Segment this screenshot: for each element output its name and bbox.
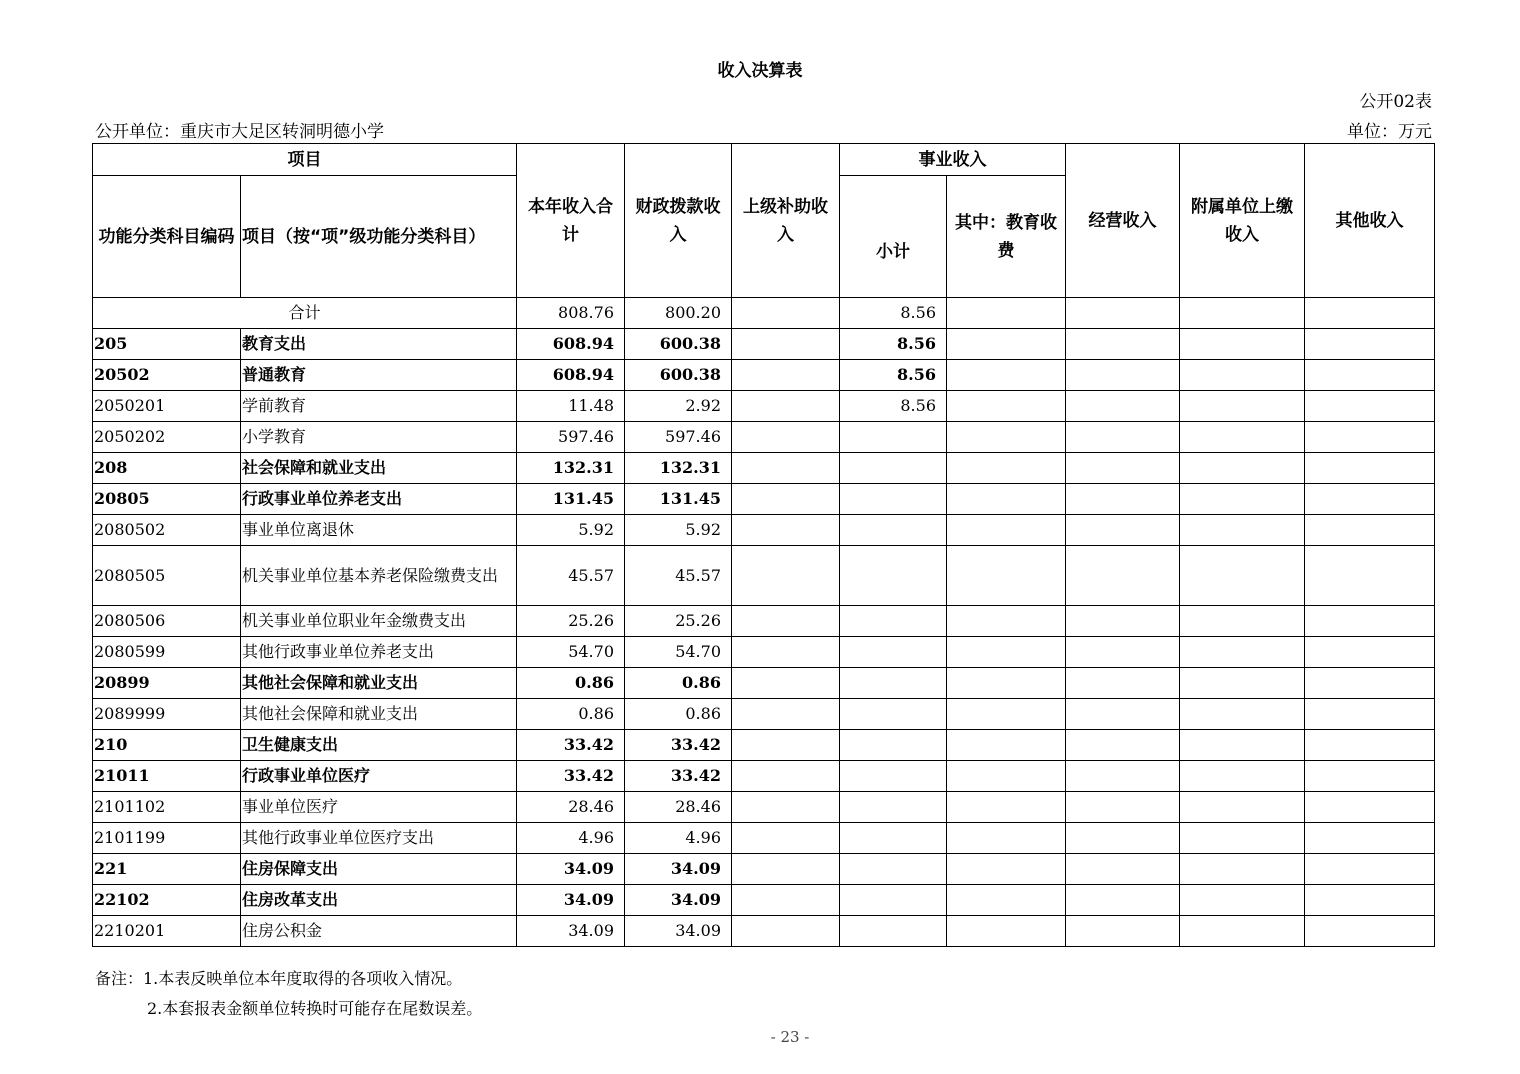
row-name: 住房保障支出 xyxy=(241,854,517,885)
row-code: 20502 xyxy=(93,360,241,391)
table-row xyxy=(93,422,1435,453)
row-name: 住房公积金 xyxy=(241,916,517,947)
row-edu-fee xyxy=(947,453,1066,484)
row-code: 2080599 xyxy=(93,637,241,668)
row-name: 事业单位医疗 xyxy=(241,792,517,823)
row-total: 34.09 xyxy=(517,854,625,885)
row-edu-fee xyxy=(947,422,1066,453)
row-operating xyxy=(1066,699,1180,730)
table-row xyxy=(93,699,1435,730)
row-operating xyxy=(1066,854,1180,885)
row-name: 行政事业单位医疗 xyxy=(241,761,517,792)
row-edu-fee xyxy=(947,730,1066,761)
row-operating xyxy=(1066,484,1180,515)
row-fiscal: 33.42 xyxy=(625,730,732,761)
reporting-unit: 公开单位：重庆市大足区转洞明德小学 xyxy=(95,122,384,142)
total-cell-edu-fee xyxy=(947,298,1066,329)
row-edu-fee xyxy=(947,668,1066,699)
row-code: 20899 xyxy=(93,668,241,699)
row-other xyxy=(1305,730,1435,761)
row-subtotal xyxy=(840,761,947,792)
row-edu-fee xyxy=(947,699,1066,730)
row-code: 2210201 xyxy=(93,916,241,947)
row-name: 社会保障和就业支出 xyxy=(241,453,517,484)
row-name: 其他社会保障和就业支出 xyxy=(241,699,517,730)
row-affiliated xyxy=(1180,699,1305,730)
table-row xyxy=(93,668,1435,699)
row-name: 其他行政事业单位医疗支出 xyxy=(241,823,517,854)
row-operating xyxy=(1066,761,1180,792)
row-edu-fee xyxy=(947,391,1066,422)
row-fiscal: 5.92 xyxy=(625,515,732,546)
row-subtotal xyxy=(840,730,947,761)
row-fiscal: 600.38 xyxy=(625,360,732,391)
currency-unit: 单位：万元 xyxy=(1347,122,1432,142)
row-affiliated xyxy=(1180,453,1305,484)
row-total: 5.92 xyxy=(517,515,625,546)
row-total: 28.46 xyxy=(517,792,625,823)
header-fiscal: 财政拨款收入 xyxy=(625,144,732,298)
row-operating xyxy=(1066,730,1180,761)
row-subtotal: 8.56 xyxy=(840,391,947,422)
row-other xyxy=(1305,606,1435,637)
row-fiscal: 45.57 xyxy=(625,546,732,606)
row-other xyxy=(1305,916,1435,947)
row-name: 教育支出 xyxy=(241,329,517,360)
header-edu-fee: 其中：教育收费 xyxy=(947,176,1066,298)
row-superior xyxy=(732,885,840,916)
row-affiliated xyxy=(1180,546,1305,606)
row-subtotal xyxy=(840,546,947,606)
row-total: 33.42 xyxy=(517,730,625,761)
table-row xyxy=(93,391,1435,422)
row-affiliated xyxy=(1180,637,1305,668)
row-affiliated xyxy=(1180,823,1305,854)
row-edu-fee xyxy=(947,360,1066,391)
row-subtotal xyxy=(840,699,947,730)
header-code: 功能分类科目编码 xyxy=(93,176,241,298)
row-subtotal xyxy=(840,637,947,668)
row-total: 34.09 xyxy=(517,916,625,947)
row-superior xyxy=(732,360,840,391)
row-affiliated xyxy=(1180,730,1305,761)
row-total: 608.94 xyxy=(517,360,625,391)
row-operating xyxy=(1066,515,1180,546)
row-superior xyxy=(732,761,840,792)
header-other: 其他收入 xyxy=(1305,144,1435,298)
row-fiscal: 34.09 xyxy=(625,854,732,885)
header-subtotal: 小计 xyxy=(840,176,947,298)
notes xyxy=(95,964,482,1024)
row-code: 210 xyxy=(93,730,241,761)
row-subtotal xyxy=(840,885,947,916)
total-label: 合计 xyxy=(93,298,517,329)
row-superior xyxy=(732,515,840,546)
table-row xyxy=(93,885,1435,916)
row-subtotal xyxy=(840,854,947,885)
row-affiliated xyxy=(1180,916,1305,947)
header-superior: 上级补助收入 xyxy=(732,144,840,298)
row-superior xyxy=(732,606,840,637)
row-superior xyxy=(732,329,840,360)
row-edu-fee xyxy=(947,916,1066,947)
row-edu-fee xyxy=(947,637,1066,668)
row-other xyxy=(1305,885,1435,916)
total-cell-total: 808.76 xyxy=(517,298,625,329)
row-fiscal: 54.70 xyxy=(625,637,732,668)
row-total: 0.86 xyxy=(517,699,625,730)
row-superior xyxy=(732,792,840,823)
row-superior xyxy=(732,453,840,484)
row-affiliated xyxy=(1180,792,1305,823)
row-fiscal: 25.26 xyxy=(625,606,732,637)
row-fiscal: 2.92 xyxy=(625,391,732,422)
row-fiscal: 0.86 xyxy=(625,699,732,730)
row-total: 34.09 xyxy=(517,885,625,916)
row-total: 25.26 xyxy=(517,606,625,637)
row-affiliated xyxy=(1180,668,1305,699)
total-cell-other xyxy=(1305,298,1435,329)
table-row xyxy=(93,360,1435,391)
row-operating xyxy=(1066,885,1180,916)
table-row xyxy=(93,730,1435,761)
row-subtotal xyxy=(840,484,947,515)
row-code: 208 xyxy=(93,453,241,484)
row-affiliated xyxy=(1180,606,1305,637)
row-name: 住房改革支出 xyxy=(241,885,517,916)
row-superior xyxy=(732,637,840,668)
row-code: 221 xyxy=(93,854,241,885)
row-operating xyxy=(1066,606,1180,637)
row-affiliated xyxy=(1180,391,1305,422)
row-other xyxy=(1305,360,1435,391)
row-fiscal: 0.86 xyxy=(625,668,732,699)
row-code: 2101102 xyxy=(93,792,241,823)
row-operating xyxy=(1066,360,1180,391)
row-name: 卫生健康支出 xyxy=(241,730,517,761)
row-superior xyxy=(732,668,840,699)
table-row xyxy=(93,823,1435,854)
table-row xyxy=(93,916,1435,947)
row-fiscal: 28.46 xyxy=(625,792,732,823)
row-subtotal xyxy=(840,453,947,484)
row-fiscal: 600.38 xyxy=(625,329,732,360)
row-other xyxy=(1305,546,1435,606)
row-superior xyxy=(732,854,840,885)
row-code: 205 xyxy=(93,329,241,360)
row-superior xyxy=(732,391,840,422)
row-edu-fee xyxy=(947,515,1066,546)
row-edu-fee xyxy=(947,854,1066,885)
header-name: 项目（按“项”级功能分类科目） xyxy=(241,176,517,298)
row-affiliated xyxy=(1180,329,1305,360)
row-other xyxy=(1305,761,1435,792)
total-cell-operating xyxy=(1066,298,1180,329)
table-row xyxy=(93,329,1435,360)
header-row-1 xyxy=(93,144,1435,176)
row-other xyxy=(1305,823,1435,854)
row-subtotal xyxy=(840,916,947,947)
table-row xyxy=(93,515,1435,546)
row-other xyxy=(1305,854,1435,885)
row-affiliated xyxy=(1180,360,1305,391)
table-row xyxy=(93,484,1435,515)
row-code: 2089999 xyxy=(93,699,241,730)
row-total: 0.86 xyxy=(517,668,625,699)
total-cell-subtotal: 8.56 xyxy=(840,298,947,329)
total-cell-superior xyxy=(732,298,840,329)
row-code: 2080505 xyxy=(93,546,241,606)
row-edu-fee xyxy=(947,885,1066,916)
row-other xyxy=(1305,391,1435,422)
row-name: 其他行政事业单位养老支出 xyxy=(241,637,517,668)
row-name: 普通教育 xyxy=(241,360,517,391)
row-edu-fee xyxy=(947,329,1066,360)
row-affiliated xyxy=(1180,422,1305,453)
row-superior xyxy=(732,699,840,730)
row-operating xyxy=(1066,546,1180,606)
table-row xyxy=(93,453,1435,484)
row-other xyxy=(1305,515,1435,546)
table-row xyxy=(93,606,1435,637)
row-other xyxy=(1305,329,1435,360)
row-name: 机关事业单位职业年金缴费支出 xyxy=(241,606,517,637)
row-name: 行政事业单位养老支出 xyxy=(241,484,517,515)
income-table xyxy=(92,143,1435,947)
row-total: 45.57 xyxy=(517,546,625,606)
table-row xyxy=(93,546,1435,606)
row-operating xyxy=(1066,329,1180,360)
row-subtotal xyxy=(840,606,947,637)
page-title: 收入决算表 xyxy=(717,61,803,81)
row-subtotal xyxy=(840,823,947,854)
row-operating xyxy=(1066,916,1180,947)
row-subtotal xyxy=(840,422,947,453)
row-subtotal xyxy=(840,668,947,699)
row-name: 其他社会保障和就业支出 xyxy=(241,668,517,699)
total-row xyxy=(93,298,1435,329)
row-affiliated xyxy=(1180,484,1305,515)
row-name: 学前教育 xyxy=(241,391,517,422)
row-operating xyxy=(1066,823,1180,854)
row-edu-fee xyxy=(947,761,1066,792)
row-code: 2080506 xyxy=(93,606,241,637)
note-line-2: 2.本套报表金额单位转换时可能存在尾数误差。 xyxy=(147,999,483,1018)
row-code: 2080502 xyxy=(93,515,241,546)
row-other xyxy=(1305,637,1435,668)
total-cell-fiscal: 800.20 xyxy=(625,298,732,329)
row-subtotal xyxy=(840,792,947,823)
row-edu-fee xyxy=(947,484,1066,515)
row-fiscal: 597.46 xyxy=(625,422,732,453)
row-fiscal: 34.09 xyxy=(625,885,732,916)
row-superior xyxy=(732,422,840,453)
row-other xyxy=(1305,668,1435,699)
row-name: 小学教育 xyxy=(241,422,517,453)
header-total: 本年收入合计 xyxy=(517,144,625,298)
row-other xyxy=(1305,453,1435,484)
row-code: 2050202 xyxy=(93,422,241,453)
row-name: 事业单位离退休 xyxy=(241,515,517,546)
row-total: 4.96 xyxy=(517,823,625,854)
row-total: 131.45 xyxy=(517,484,625,515)
row-affiliated xyxy=(1180,515,1305,546)
row-edu-fee xyxy=(947,546,1066,606)
row-superior xyxy=(732,546,840,606)
page-number: - 23 - xyxy=(770,1028,810,1046)
table-row xyxy=(93,792,1435,823)
row-operating xyxy=(1066,792,1180,823)
row-edu-fee xyxy=(947,606,1066,637)
header-project: 项目 xyxy=(93,144,517,176)
row-edu-fee xyxy=(947,823,1066,854)
row-total: 608.94 xyxy=(517,329,625,360)
row-total: 597.46 xyxy=(517,422,625,453)
row-fiscal: 4.96 xyxy=(625,823,732,854)
row-fiscal: 33.42 xyxy=(625,761,732,792)
row-total: 132.31 xyxy=(517,453,625,484)
row-other xyxy=(1305,792,1435,823)
row-superior xyxy=(732,916,840,947)
row-operating xyxy=(1066,422,1180,453)
row-other xyxy=(1305,484,1435,515)
row-fiscal: 34.09 xyxy=(625,916,732,947)
row-other xyxy=(1305,422,1435,453)
row-total: 11.48 xyxy=(517,391,625,422)
row-code: 22102 xyxy=(93,885,241,916)
row-subtotal: 8.56 xyxy=(840,360,947,391)
row-code: 2050201 xyxy=(93,391,241,422)
note-line-1: 备注：1.本表反映单位本年度取得的各项收入情况。 xyxy=(95,969,463,988)
row-operating xyxy=(1066,668,1180,699)
row-fiscal: 132.31 xyxy=(625,453,732,484)
row-edu-fee xyxy=(947,792,1066,823)
row-subtotal: 8.56 xyxy=(840,329,947,360)
row-operating xyxy=(1066,453,1180,484)
table-row xyxy=(93,637,1435,668)
row-subtotal xyxy=(840,515,947,546)
table-row xyxy=(93,854,1435,885)
row-code: 20805 xyxy=(93,484,241,515)
table-row xyxy=(93,761,1435,792)
row-superior xyxy=(732,823,840,854)
row-total: 33.42 xyxy=(517,761,625,792)
total-cell-affiliated xyxy=(1180,298,1305,329)
row-affiliated xyxy=(1180,885,1305,916)
row-total: 54.70 xyxy=(517,637,625,668)
row-operating xyxy=(1066,637,1180,668)
row-code: 2101199 xyxy=(93,823,241,854)
row-superior xyxy=(732,484,840,515)
header-business-group: 事业收入 xyxy=(840,144,1066,176)
header-affiliated: 附属单位上缴收入 xyxy=(1180,144,1305,298)
header-operating: 经营收入 xyxy=(1066,144,1180,298)
form-number: 公开02表 xyxy=(1359,92,1432,112)
row-other xyxy=(1305,699,1435,730)
row-code: 21011 xyxy=(93,761,241,792)
row-affiliated xyxy=(1180,761,1305,792)
row-affiliated xyxy=(1180,854,1305,885)
row-superior xyxy=(732,730,840,761)
row-name: 机关事业单位基本养老保险缴费支出 xyxy=(241,546,517,606)
row-fiscal: 131.45 xyxy=(625,484,732,515)
row-operating xyxy=(1066,391,1180,422)
